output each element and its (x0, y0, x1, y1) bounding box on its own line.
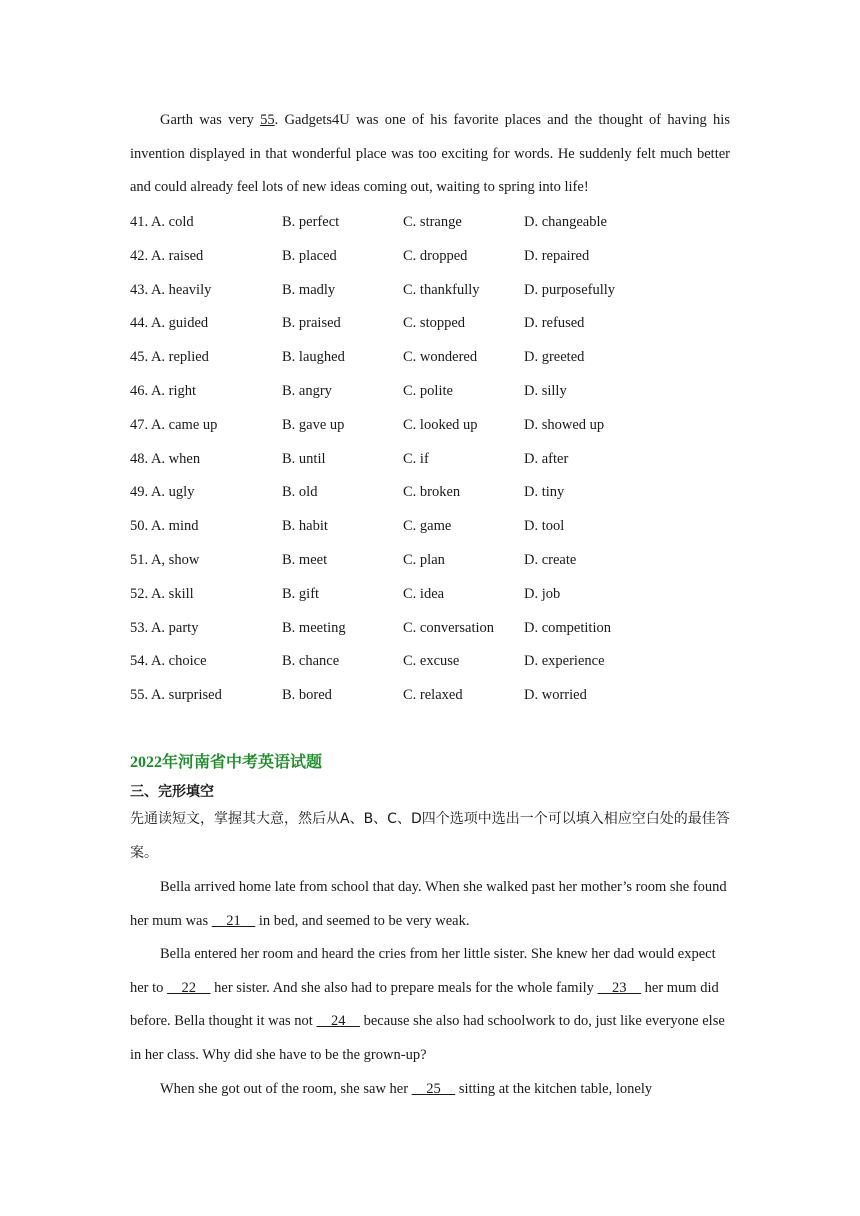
section-subtitle: 三、完形填空 (130, 784, 214, 800)
option-b: B. until (282, 450, 326, 467)
option-c: C. wondered (403, 349, 478, 366)
option-d: D. tiny (524, 484, 565, 501)
option-a: 50. A. mind (130, 518, 199, 535)
passage-text: her mum did before. Bella thought it was not (130, 979, 719, 1030)
option-a: 42. A. raised (130, 247, 204, 264)
option-row (130, 443, 730, 477)
option-b: B. gift (282, 585, 320, 602)
instruction-text: 先通读短文，掌握其大意，然后从A、B、C、D四个选项中选出一个可以填入相应空白处的最佳答案。 (130, 811, 730, 861)
option-row (130, 375, 730, 409)
option-c: C. conversation (403, 619, 495, 636)
option-row (130, 544, 730, 578)
blank-24: 24 (316, 1013, 360, 1030)
option-d: D. competition (524, 619, 611, 636)
options-table (130, 206, 730, 713)
option-a: 47. A. came up (130, 416, 218, 433)
passage-paragraph (130, 871, 730, 938)
blank-21: 21 (211, 912, 256, 929)
option-row (130, 307, 730, 341)
option-a: 52. A. skill (130, 585, 194, 602)
option-c: C. plan (403, 551, 445, 568)
option-a: 48. A. when (130, 450, 201, 467)
option-row (130, 578, 730, 612)
blank-number: 55 (260, 112, 275, 128)
option-a: 45. A. replied (130, 349, 209, 366)
option-c: C. stopped (403, 315, 466, 332)
option-a: 55. A. surprised (130, 687, 222, 704)
option-d: D. experience (524, 653, 605, 670)
option-b: B. bored (282, 687, 332, 704)
option-a: 54. A. choice (130, 653, 207, 670)
option-b: B. placed (282, 247, 337, 264)
option-d: D. create (524, 551, 577, 568)
option-a: 43. A. heavily (130, 281, 212, 298)
option-c: C. looked up (403, 416, 478, 433)
option-a: 44. A. guided (130, 315, 209, 332)
option-d: D. greeted (524, 349, 585, 366)
option-c: C. dropped (403, 247, 468, 264)
passage-text: her sister. And she also had to prepare meals for the whole family (210, 979, 598, 996)
passage-paragraph (130, 938, 730, 1072)
option-b: B. madly (282, 281, 336, 298)
option-b: B. habit (282, 518, 328, 535)
option-d: D. showed up (524, 416, 605, 433)
option-d: D. worried (524, 687, 587, 704)
option-d: D. tool (524, 518, 565, 535)
passage-paragraph (130, 1073, 730, 1107)
passage-text: Bella entered her room and heard the cries from her little sister. She knew her dad would expect her to (130, 946, 716, 996)
option-d: D. job (524, 585, 561, 602)
option-b: B. perfect (282, 214, 340, 230)
option-row (130, 240, 730, 274)
option-c: C. strange (403, 214, 462, 230)
option-row (130, 612, 730, 646)
section-title: 2022年河南省中考英语试题 (130, 754, 323, 771)
blank-22: 22 (167, 979, 211, 996)
option-a: 49. A. ugly (130, 484, 195, 501)
option-c: C. if (403, 450, 429, 467)
option-row (130, 645, 730, 679)
passage-text: because she also had schoolwork to do, just like everyone else in her class. Why did she have to be the grown-up? (130, 1013, 725, 1063)
option-c: C. polite (403, 382, 453, 399)
option-b: B. old (282, 484, 318, 501)
option-a: 53. A. party (130, 619, 199, 636)
option-c: C. game (403, 518, 452, 535)
option-b: B. laughed (282, 349, 345, 366)
option-a: 41. A. cold (130, 214, 194, 230)
passage-text: . Gadgets4U was one of his favorite places and the thought of having his invention displayed in that wonderful place was too exciting for words. He suddenly felt much better and could already feel lots of new ideas coming out, waiting to spring into life! (130, 112, 730, 196)
option-a: 46. A. right (130, 382, 197, 399)
passage-text: Garth was very (160, 112, 261, 128)
blank-25: 25 (411, 1080, 456, 1097)
option-d: D. repaired (524, 247, 590, 264)
option-b: B. chance (282, 653, 340, 670)
option-d: D. silly (524, 382, 567, 399)
passage-text: sitting at the kitchen table, lonely (455, 1080, 653, 1097)
option-row (130, 409, 730, 443)
passage-paragraph (130, 104, 730, 205)
option-row (130, 679, 730, 713)
option-a: 51. A, show (130, 551, 200, 568)
passage-text: When she got out of the room, she saw her (160, 1080, 412, 1097)
passage-text: Bella arrived home late from school that day. When she walked past her mother’s room she found her mum was (130, 879, 727, 929)
option-d: D. after (524, 450, 569, 467)
option-b: B. praised (282, 315, 341, 332)
option-c: C. relaxed (403, 687, 463, 704)
option-d: D. changeable (524, 214, 607, 230)
option-b: B. angry (282, 382, 332, 399)
option-row (130, 510, 730, 544)
passage-2 (130, 871, 730, 1106)
option-d: D. refused (524, 315, 585, 332)
option-c: C. thankfully (403, 281, 480, 298)
option-d: D. purposefully (524, 281, 616, 298)
passage-text: in bed, and seemed to be very weak. (255, 912, 470, 929)
option-c: C. excuse (403, 653, 460, 670)
option-b: B. meet (282, 551, 328, 568)
option-b: B. gave up (282, 416, 345, 433)
option-row (130, 341, 730, 375)
option-row (130, 476, 730, 510)
option-c: C. broken (403, 484, 461, 501)
option-b: B. meeting (282, 619, 346, 636)
blank-23: 23 (597, 979, 642, 996)
option-c: C. idea (403, 585, 445, 602)
option-row (130, 274, 730, 308)
option-row (130, 206, 730, 240)
